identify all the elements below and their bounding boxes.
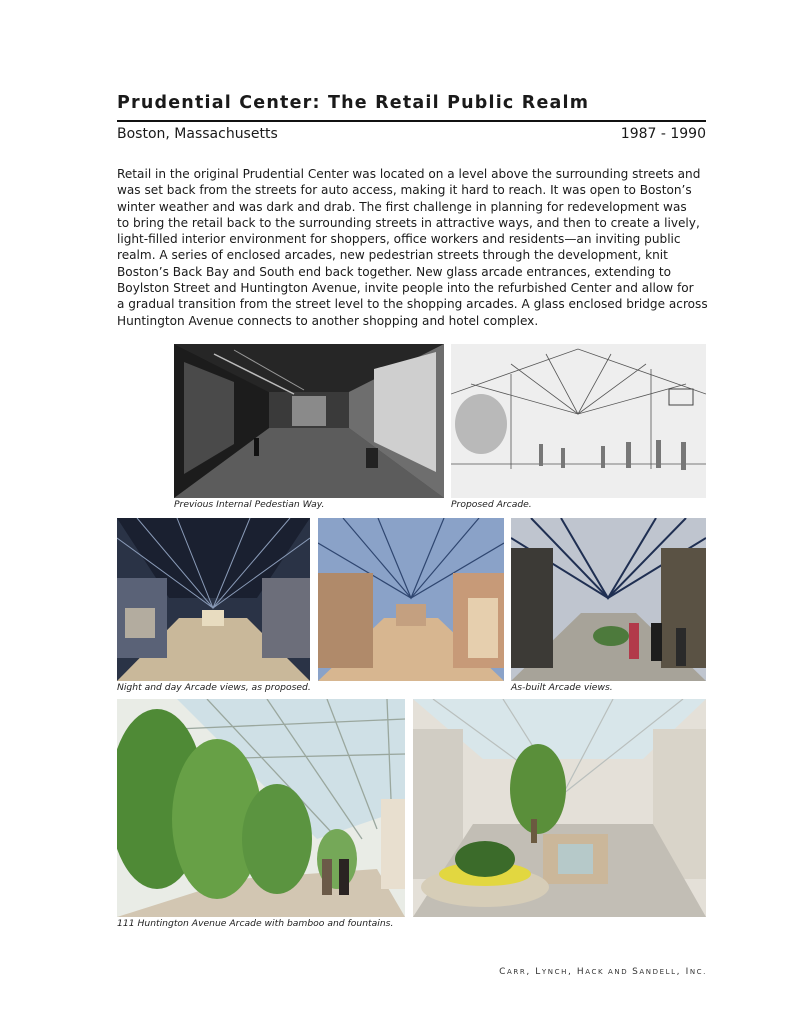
paragraph-line: Boylston Street and Huntington Avenue, invite people into the refurbished Center and allow for	[117, 281, 694, 296]
page-title: Prudential Center: The Retail Public Realm	[117, 93, 590, 113]
paragraph-line: to bring the retail back to the surrounding streets in attractive ways, and then to create a lively,	[117, 215, 700, 230]
footer-text: ,	[526, 967, 536, 977]
paragraph-line: a gradual transition from the street level to the shopping arcades. A glass enclosed bridge across	[117, 297, 708, 312]
footer-text: ANDELL	[639, 968, 677, 976]
paragraph-line: winter weather and was dark and drab. The first challenge in planning for redevelopment was	[117, 199, 687, 214]
photo-caption: Previous Internal Pedestian Way.	[174, 499, 325, 510]
paragraph-line: was set back from the streets for auto access, making it hard to reach. It was open to Boston’s	[117, 183, 692, 198]
previous-walkway-photo	[174, 344, 444, 498]
title-rule	[117, 120, 706, 122]
paragraph-line: Boston’s Back Bay and South end back together. New glass arcade entrances, extending to	[117, 264, 671, 279]
footer-text: ,	[567, 967, 577, 977]
footer-text: ,	[676, 967, 686, 977]
paragraph-line: realm. A series of enclosed arcades, new pedestrian streets through the development, knit	[117, 248, 668, 263]
footer-text: YNCH	[541, 968, 568, 976]
footer-text: S	[632, 967, 640, 977]
photo-caption: 111 Huntington Avenue Arcade with bamboo and fountains.	[117, 918, 394, 929]
bamboo-arcade-photo	[117, 699, 405, 917]
photo-caption: As-built Arcade views.	[511, 682, 613, 693]
photo-caption: Night and day Arcade views, as proposed.	[117, 682, 311, 693]
fountain-arcade-photo	[413, 699, 706, 917]
paragraph-line: light-filled interior environment for shoppers, office workers and residents—an inviting public	[117, 232, 681, 247]
description-paragraph	[117, 166, 709, 329]
paragraph-line: Retail in the original Prudential Center was located on a level above the surrounding streets and	[117, 167, 701, 181]
paragraph-line: Huntington Avenue connects to another shopping and hotel complex.	[117, 313, 539, 328]
photo-caption: Proposed Arcade.	[451, 499, 532, 510]
firm-credit	[499, 967, 707, 977]
project-years: 1987 - 1990	[620, 126, 706, 142]
as-built-arcade-photo	[511, 518, 706, 681]
footer-text: I	[685, 967, 690, 977]
proposed-arcade-sketch	[451, 344, 706, 498]
day-arcade-rendering	[318, 518, 504, 681]
footer-text: ARR	[507, 968, 527, 976]
footer-text: C	[499, 967, 507, 977]
footer-text: NC.	[689, 968, 707, 976]
footer-text: ACK	[585, 968, 605, 976]
project-location: Boston, Massachusetts	[117, 126, 278, 142]
footer-text: L	[535, 967, 542, 977]
night-arcade-photo	[117, 518, 310, 681]
footer-text: AND	[604, 968, 633, 976]
footer-text: H	[576, 967, 586, 977]
